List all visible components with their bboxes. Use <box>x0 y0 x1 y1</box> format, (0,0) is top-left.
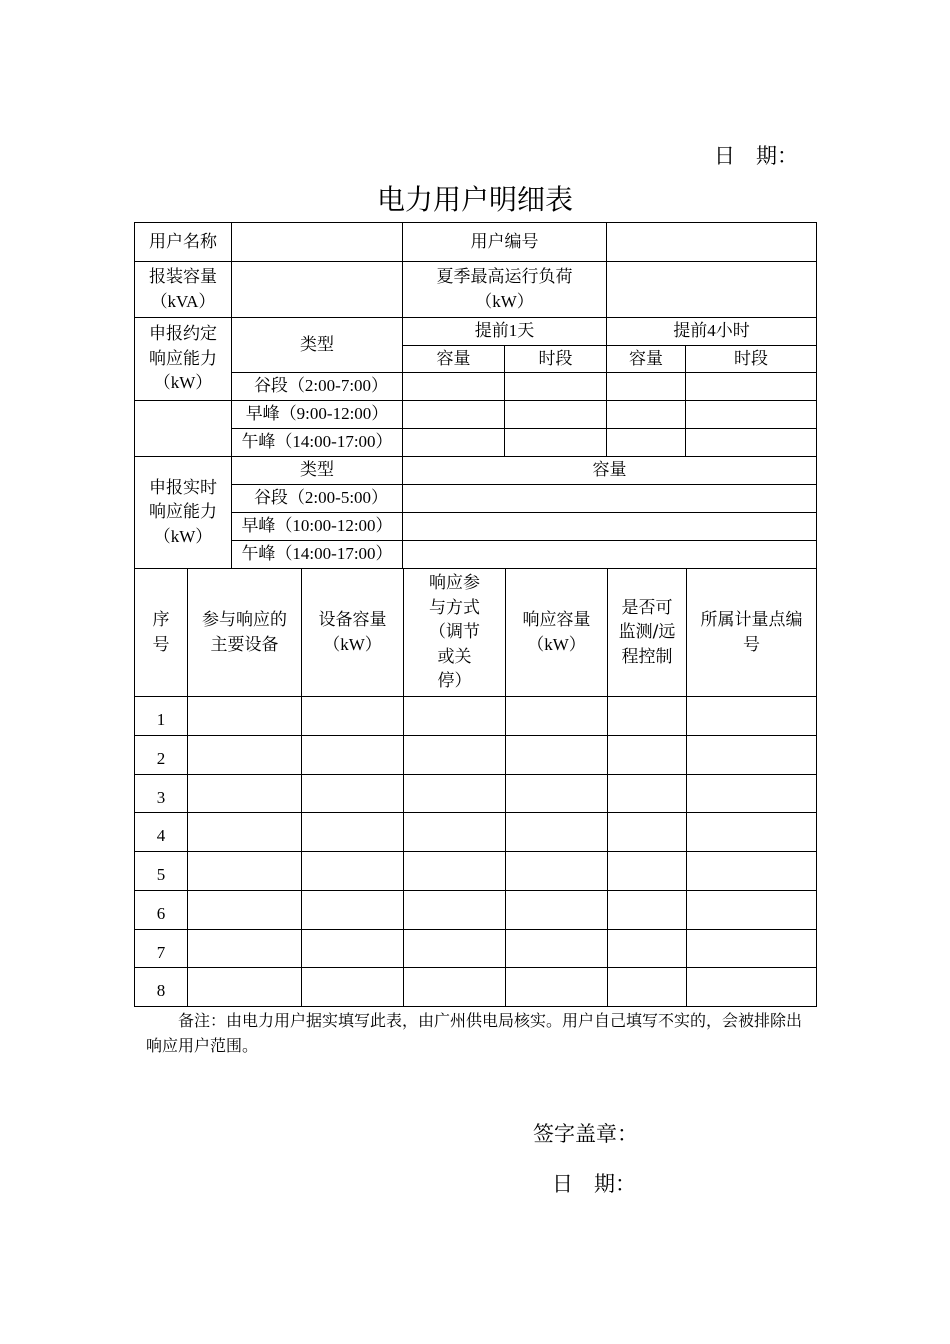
agreed-label-continuation <box>135 401 232 429</box>
response-capacity-header <box>506 569 608 697</box>
realtime-cell[interactable] <box>403 485 817 513</box>
agreed-type-header: 类型 <box>232 318 403 373</box>
table-cell[interactable] <box>687 968 817 1007</box>
realtime-label-unit: （kW） <box>153 526 213 546</box>
table-cell[interactable] <box>404 813 506 852</box>
realtime-row-name: 谷段 <box>253 488 288 509</box>
realtime-label-line2: 响应能力 <box>149 502 217 523</box>
table-cell[interactable] <box>302 774 404 813</box>
agreed-rows-table <box>134 400 817 569</box>
response-mode-header-line: （调节 <box>429 622 480 643</box>
agreed-row-range: （2:00-7:00） <box>287 376 389 396</box>
date-label-bottom: 日 期： <box>552 1172 636 1196</box>
monitor-header-line: 是否可 <box>621 597 673 618</box>
agreed-row-name: 午峰 <box>241 432 276 453</box>
day-ahead-header <box>403 318 607 346</box>
summer-load-field[interactable] <box>607 262 817 318</box>
realtime-row-name: 早峰 <box>241 516 276 537</box>
monitor-header-line: 程控制 <box>621 646 673 667</box>
table-cell[interactable] <box>188 697 302 736</box>
realtime-capacity-label <box>135 457 232 569</box>
table-cell[interactable] <box>302 890 404 929</box>
response-capacity-header-unit: （kW） <box>527 634 586 654</box>
table-cell[interactable] <box>608 735 687 774</box>
table-cell[interactable] <box>302 852 404 891</box>
table-cell[interactable] <box>506 774 608 813</box>
table-cell[interactable] <box>506 852 608 891</box>
table-cell[interactable] <box>302 735 404 774</box>
row-seq: 6 <box>135 890 188 929</box>
row-seq: 2 <box>135 735 188 774</box>
agreed-cell[interactable] <box>607 373 686 401</box>
agreed-row-morning <box>232 401 403 429</box>
equipment-capacity-header-unit: （kW） <box>323 634 382 654</box>
agreed-cell[interactable] <box>686 373 817 401</box>
table-cell[interactable] <box>506 697 608 736</box>
response-mode-header-line: 与方式 <box>429 597 480 618</box>
day-ahead-num: 1 <box>508 321 518 341</box>
agreed-row-valley <box>232 373 403 401</box>
hour-ahead-header <box>607 318 817 346</box>
response-mode-header-line: 或关 <box>437 646 472 667</box>
agreed-capacity-label <box>135 318 232 401</box>
row-seq: 4 <box>135 813 188 852</box>
summer-load-label-text: 夏季最高运行负荷 <box>436 266 573 287</box>
agreed-cell[interactable] <box>607 429 686 457</box>
table-cell[interactable] <box>188 735 302 774</box>
response-capacity-header-text: 响应容量 <box>522 609 591 630</box>
day-ahead-prefix: 提前 <box>474 321 509 342</box>
meter-point-header <box>687 569 817 697</box>
capacity-field[interactable] <box>232 262 403 318</box>
monitor-header-line: 监测/远 <box>618 622 676 643</box>
table-cell[interactable] <box>404 735 506 774</box>
user-name-label: 用户名称 <box>135 223 232 262</box>
user-info-table <box>134 222 817 401</box>
table-cell[interactable] <box>404 852 506 891</box>
user-id-field[interactable] <box>607 223 817 262</box>
realtime-type-header: 类型 <box>232 457 403 485</box>
row-seq: 5 <box>135 852 188 891</box>
realtime-cell[interactable] <box>403 513 817 541</box>
equipment-capacity-header <box>302 569 404 697</box>
user-name-field[interactable] <box>232 223 403 262</box>
table-cell[interactable] <box>687 697 817 736</box>
day-ahead-period-header: 时段 <box>505 346 607 373</box>
realtime-row-noon <box>232 541 403 569</box>
table-cell[interactable] <box>608 697 687 736</box>
equipment-capacity-header-text: 设备容量 <box>318 609 387 630</box>
row-seq: 7 <box>135 929 188 968</box>
agreed-cell[interactable] <box>403 373 505 401</box>
remarks-note: 备注：由电力用户据实填写此表，由广州供电局核实。用户自己填写不实的，会被排除出响应用户范围。 <box>146 1013 803 1055</box>
day-ahead-capacity-header: 容量 <box>403 346 505 373</box>
table-cell[interactable] <box>608 929 687 968</box>
agreed-row-noon <box>232 429 403 457</box>
hour-ahead-tail: 小时 <box>715 321 750 342</box>
hour-ahead-prefix: 提前 <box>673 321 708 342</box>
table-cell[interactable] <box>687 852 817 891</box>
row-seq: 3 <box>135 774 188 813</box>
table-cell[interactable] <box>302 697 404 736</box>
realtime-capacity-header: 容量 <box>403 457 817 485</box>
table-cell[interactable] <box>506 968 608 1007</box>
agreed-cell[interactable] <box>403 401 505 429</box>
seq-header-line: 序 <box>152 609 170 630</box>
table-cell[interactable] <box>687 813 817 852</box>
table-cell[interactable] <box>188 774 302 813</box>
user-id-label: 用户编号 <box>403 223 607 262</box>
table-cell[interactable] <box>506 929 608 968</box>
meter-point-header-line: 所属计量点编 <box>700 609 803 630</box>
row-seq: 1 <box>135 697 188 736</box>
table-cell[interactable] <box>608 774 687 813</box>
date-label-top: 日 期： <box>714 144 798 168</box>
table-cell[interactable] <box>404 929 506 968</box>
main-equipment-header <box>188 569 302 697</box>
agreed-cell[interactable] <box>607 401 686 429</box>
agreed-cell[interactable] <box>403 429 505 457</box>
realtime-row-range: （2:00-5:00） <box>287 488 389 508</box>
hour-ahead-num: 4 <box>707 321 716 341</box>
main-equipment-header-line: 参与响应的 <box>202 609 287 630</box>
agreed-row-name: 早峰 <box>245 404 280 425</box>
agreed-cell[interactable] <box>686 401 817 429</box>
table-cell[interactable] <box>608 890 687 929</box>
capacity-label-text: 报装容量 <box>149 266 217 287</box>
capacity-unit: （kVA） <box>150 291 216 311</box>
agreed-cell[interactable] <box>505 373 607 401</box>
agreed-cell[interactable] <box>505 429 607 457</box>
table-cell[interactable] <box>506 735 608 774</box>
meter-point-header-line: 号 <box>743 634 760 655</box>
table-cell[interactable] <box>188 968 302 1007</box>
hour-ahead-capacity-header: 容量 <box>607 346 686 373</box>
table-cell[interactable] <box>506 813 608 852</box>
signature-label: 签字盖章： <box>533 1122 638 1146</box>
table-cell[interactable] <box>188 890 302 929</box>
realtime-row-range: （10:00-12:00） <box>275 516 393 536</box>
table-cell[interactable] <box>608 813 687 852</box>
table-cell[interactable] <box>302 813 404 852</box>
day-ahead-tail: 天 <box>517 321 535 342</box>
table-cell[interactable] <box>404 697 506 736</box>
agreed-row-range: （9:00-12:00） <box>279 404 389 424</box>
realtime-label-line1: 申报实时 <box>149 477 217 498</box>
realtime-row-valley <box>232 485 403 513</box>
agreed-cell[interactable] <box>686 429 817 457</box>
page-title: 电力用户明细表 <box>376 183 573 216</box>
table-cell[interactable] <box>302 968 404 1007</box>
response-mode-header-line: 响应参 <box>429 572 480 593</box>
summer-load-label <box>403 262 607 318</box>
table-cell[interactable] <box>506 890 608 929</box>
agreed-row-name: 谷段 <box>253 376 288 397</box>
table-cell[interactable] <box>188 852 302 891</box>
table-cell[interactable] <box>188 929 302 968</box>
table-cell[interactable] <box>687 735 817 774</box>
hour-ahead-period-header: 时段 <box>686 346 817 373</box>
agreed-label-line2: 响应能力 <box>149 348 217 369</box>
table-cell[interactable] <box>608 852 687 891</box>
response-mode-header <box>404 569 506 697</box>
realtime-cell[interactable] <box>403 541 817 569</box>
agreed-cell[interactable] <box>505 401 607 429</box>
table-cell[interactable] <box>608 968 687 1007</box>
realtime-row-name: 午峰 <box>241 544 276 565</box>
realtime-row-morning <box>232 513 403 541</box>
monitor-header <box>608 569 687 697</box>
equipment-table <box>134 568 817 1007</box>
row-seq: 8 <box>135 968 188 1007</box>
table-cell[interactable] <box>302 929 404 968</box>
table-cell[interactable] <box>404 968 506 1007</box>
table-cell[interactable] <box>687 774 817 813</box>
table-cell[interactable] <box>404 890 506 929</box>
table-cell[interactable] <box>687 929 817 968</box>
response-mode-header-line: 停） <box>437 671 472 692</box>
capacity-label <box>135 262 232 318</box>
table-cell[interactable] <box>687 890 817 929</box>
agreed-label-continuation <box>135 429 232 457</box>
summer-load-unit: （kW） <box>475 291 534 311</box>
table-cell[interactable] <box>404 774 506 813</box>
agreed-row-range: （14:00-17:00） <box>275 432 393 452</box>
agreed-label-line1: 申报约定 <box>149 324 217 345</box>
realtime-row-range: （14:00-17:00） <box>275 544 393 564</box>
main-equipment-header-line: 主要设备 <box>210 634 279 655</box>
agreed-label-unit: （kW） <box>153 373 213 393</box>
seq-header-line: 号 <box>152 634 170 655</box>
table-cell[interactable] <box>188 813 302 852</box>
seq-header <box>135 569 188 697</box>
